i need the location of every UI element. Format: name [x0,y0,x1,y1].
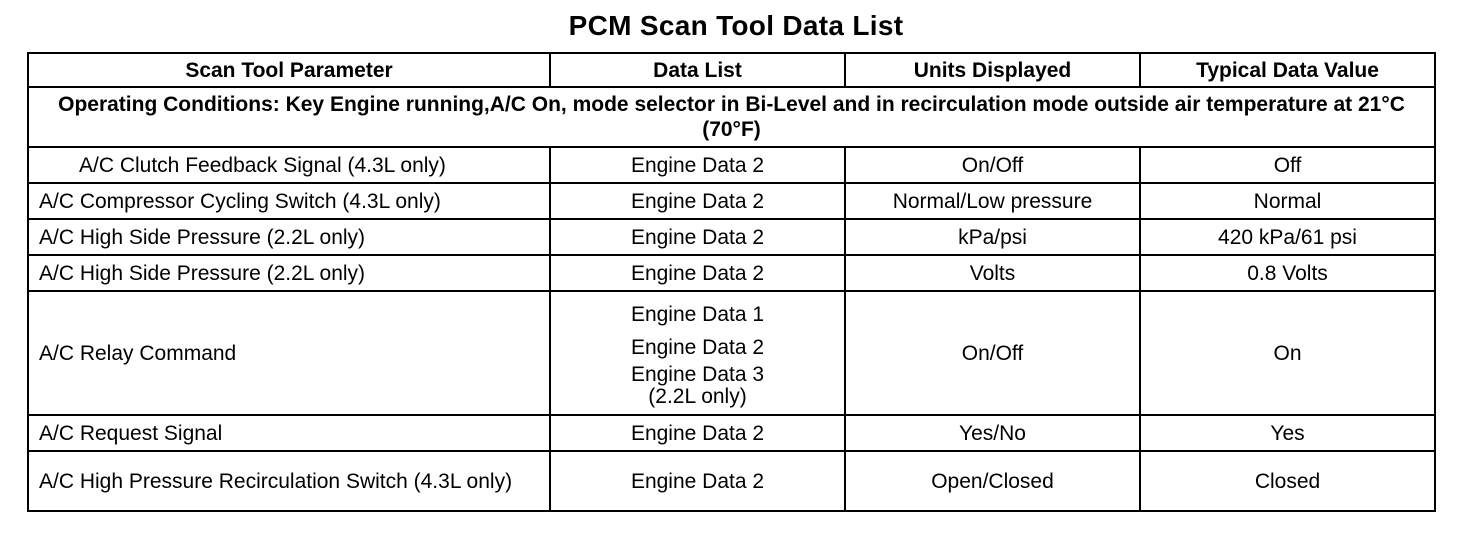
data-list-line: Engine Data 2 [630,336,765,359]
data-list-cell: Engine Data 2 [550,147,845,183]
typical-value-cell: 420 kPa/61 psi [1140,219,1435,255]
data-list-cell: Engine Data 2 [550,415,845,451]
data-list-cell: Engine Data 2 [550,183,845,219]
table-row [28,451,1435,511]
units-cell: Yes/No [845,415,1140,451]
parameter-cell: A/C High Side Pressure (2.2L only) [28,219,550,255]
column-header-parameter: Scan Tool Parameter [28,53,550,87]
units-cell: Open/Closed [845,451,1140,511]
document-title: PCM Scan Tool Data List [568,10,904,41]
scan-tool-data-table [27,52,1436,512]
table-row [28,291,1435,415]
table-row [28,219,1435,255]
parameter-cell: A/C Request Signal [28,415,550,451]
table-row [28,147,1435,183]
typical-value-cell: Off [1140,147,1435,183]
parameter-cell: A/C High Pressure Recirculation Switch (4.3L only) [28,451,550,511]
table-row [28,255,1435,291]
parameter-cell: A/C Compressor Cycling Switch (4.3L only) [28,183,550,219]
header-row [28,53,1435,87]
operating-conditions-row [28,87,1435,147]
column-header-units: Units Displayed [845,53,1140,87]
typical-value-cell: 0.8 Volts [1140,255,1435,291]
units-cell: Volts [845,255,1140,291]
data-list-cell: Engine Data 2 [550,451,845,511]
typical-value-cell: Closed [1140,451,1435,511]
data-list-cell [550,291,845,415]
data-list-cell: Engine Data 2 [550,219,845,255]
typical-value-cell: Yes [1140,415,1435,451]
units-cell: Normal/Low pressure [845,183,1140,219]
table-row [28,183,1435,219]
parameter-cell: A/C Clutch Feedback Signal (4.3L only) [28,147,550,183]
operating-conditions: Operating Conditions: Key Engine running,A/C On, mode selector in Bi-Level and in recirculation mode outside air temperature at 21°C (70°F) [28,87,1435,147]
units-cell: On/Off [845,147,1140,183]
typical-value-cell: On [1140,291,1435,415]
units-cell: On/Off [845,291,1140,415]
parameter-cell: A/C Relay Command [28,291,550,415]
parameter-cell: A/C High Side Pressure (2.2L only) [28,255,550,291]
units-cell: kPa/psi [845,219,1140,255]
data-list-line: Engine Data 3 [630,363,765,386]
data-list-line: Engine Data 1 [630,303,765,326]
data-list-line: (2.2L only) [648,385,747,408]
table-row [28,415,1435,451]
typical-value-cell: Normal [1140,183,1435,219]
column-header-typical-value: Typical Data Value [1140,53,1435,87]
data-list-cell: Engine Data 2 [550,255,845,291]
column-header-data-list: Data List [550,53,845,87]
